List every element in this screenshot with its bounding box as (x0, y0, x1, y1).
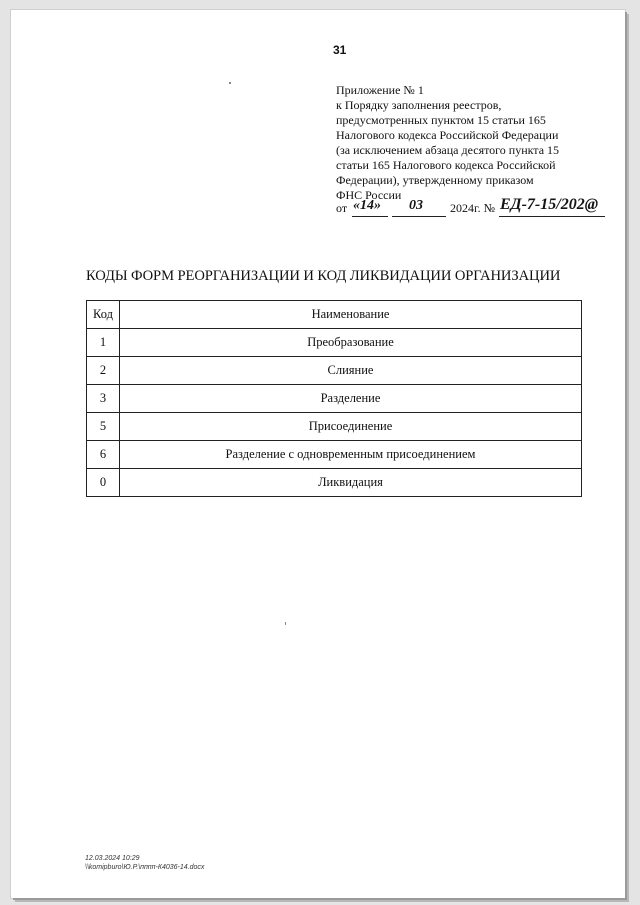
row-code: 5 (87, 413, 120, 441)
row-name: Разделение с одновременным присоединением (120, 441, 582, 469)
table-row (87, 385, 582, 413)
scan-speck (285, 622, 286, 625)
row-name: Ликвидация (120, 469, 582, 497)
appendix-line: (за исключением абзаца десятого пункта 15 (336, 143, 560, 157)
row-code: 6 (87, 441, 120, 469)
header-code: Код (87, 301, 120, 329)
appendix-line: к Порядку заполнения реестров, (336, 98, 502, 112)
order-number: ЕД-7-15/202@ (500, 196, 599, 213)
header-name: Наименование (120, 301, 582, 329)
appendix-header (336, 83, 606, 203)
codes-table (86, 300, 582, 497)
date-month: 03 (409, 198, 423, 213)
table-row (87, 469, 582, 497)
appendix-line: ФНС России (336, 188, 402, 202)
day-underline (352, 216, 388, 217)
date-prefix: от (336, 201, 348, 215)
appendix-line: предусмотренных пунктом 15 статьи 165 (336, 113, 546, 127)
appendix-line: Налогового кодекса Российской Федерации (336, 128, 559, 142)
table-row (87, 441, 582, 469)
number-underline (499, 216, 605, 217)
document-title: КОДЫ ФОРМ РЕОРГАНИЗАЦИИ И КОД ЛИКВИДАЦИИ ОРГАНИЗАЦИИ (86, 268, 561, 284)
footer-timestamp: 12.03.2024 10:29 (85, 855, 140, 862)
table-row (87, 329, 582, 357)
file-footer (85, 854, 204, 872)
table-row (87, 357, 582, 385)
date-day: «14» (353, 198, 381, 213)
row-code: 2 (87, 357, 120, 385)
row-code: 1 (87, 329, 120, 357)
footer-file-path: \\komipburo\Ю.Р.\пппп-К4036-14.docx (85, 864, 205, 871)
appendix-line: Приложение № 1 (336, 83, 424, 97)
appendix-line: статьи 165 Налогового кодекса Российской (336, 158, 556, 172)
row-name: Слияние (120, 357, 582, 385)
row-code: 3 (87, 385, 120, 413)
order-date-line (336, 196, 626, 223)
row-name: Преобразование (120, 329, 582, 357)
appendix-line: Федерации), утвержденному приказом (336, 173, 534, 187)
row-name: Разделение (120, 385, 582, 413)
table-header-row (87, 301, 582, 329)
row-code: 0 (87, 469, 120, 497)
row-name: Присоединение (120, 413, 582, 441)
date-year-label: 2024г. № (450, 201, 496, 215)
table-row (87, 413, 582, 441)
page-number: 31 (333, 43, 347, 57)
scan-speck (229, 82, 231, 84)
document-page (11, 10, 625, 898)
month-underline (392, 216, 446, 217)
